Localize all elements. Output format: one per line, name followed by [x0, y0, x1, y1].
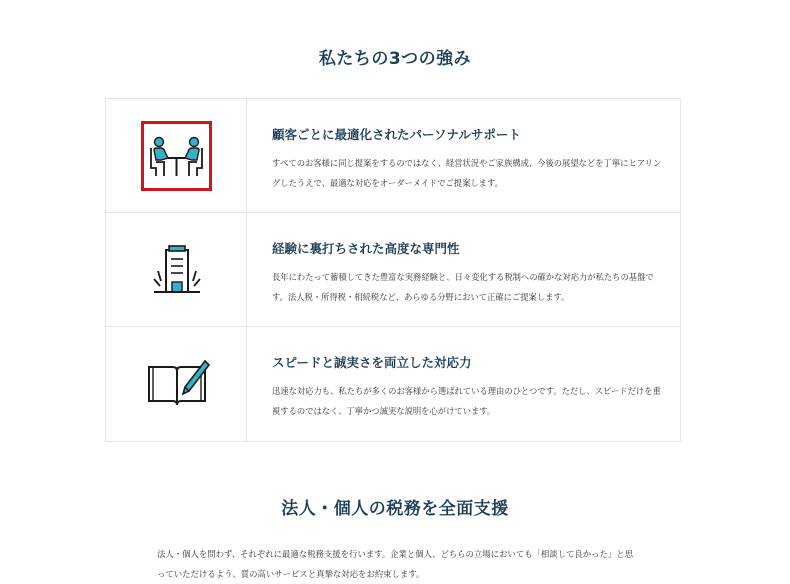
strength-row: [106, 327, 680, 441]
strength-heading: 顧客ごとに最適化されたパーソナルサポート: [272, 127, 521, 142]
strength-icon-cell: [106, 327, 247, 441]
strength-heading: 経験に裏打ちされた高度な専門性: [272, 241, 460, 256]
office-building-icon: [143, 237, 211, 303]
support-section-title: 法人・個人の税務を全面支援: [281, 499, 509, 519]
consultation-icon: [141, 121, 212, 191]
strength-description: すべてのお客様に同じ提案をするのではなく、経営状況やご家族構成、今後の展望などを丁寧にヒアリングしたうえで、最適な対応をオーダーメイドでご提案します。: [272, 158, 662, 188]
book-pen-icon: [143, 351, 211, 417]
strength-description: 迅速な対応力も、私たちが多くのお客様から選ばれている理由のひとつです。ただし、スピードだけを重視するのではなく、丁寧かつ誠実な説明を心がけています。: [272, 386, 661, 416]
strength-row: [106, 99, 680, 213]
strength-icon-cell: [106, 213, 247, 326]
strengths-table: [105, 98, 681, 442]
support-paragraph: 法人・個人を問わず、それぞれに最適な税務支援を行います。企業と個人、どちらの立場においても「相談して良かった」と思っていただけるよう、質の高いサービスと真摯な対応をお約束します。: [157, 549, 634, 579]
strength-row: [106, 213, 680, 327]
strength-heading: スピードと誠実さを両立した対応力: [272, 355, 472, 370]
strength-icon-cell: [106, 99, 247, 212]
strengths-section-title: 私たちの3つの強み: [318, 49, 472, 69]
strength-description: 長年にわたって蓄積してきた豊富な実務経験と、日々変化する税制への確かな対応力が私たちの基盤です。法人税・所得税・相続税など、あらゆる分野において正確にご提案します。: [272, 272, 654, 302]
